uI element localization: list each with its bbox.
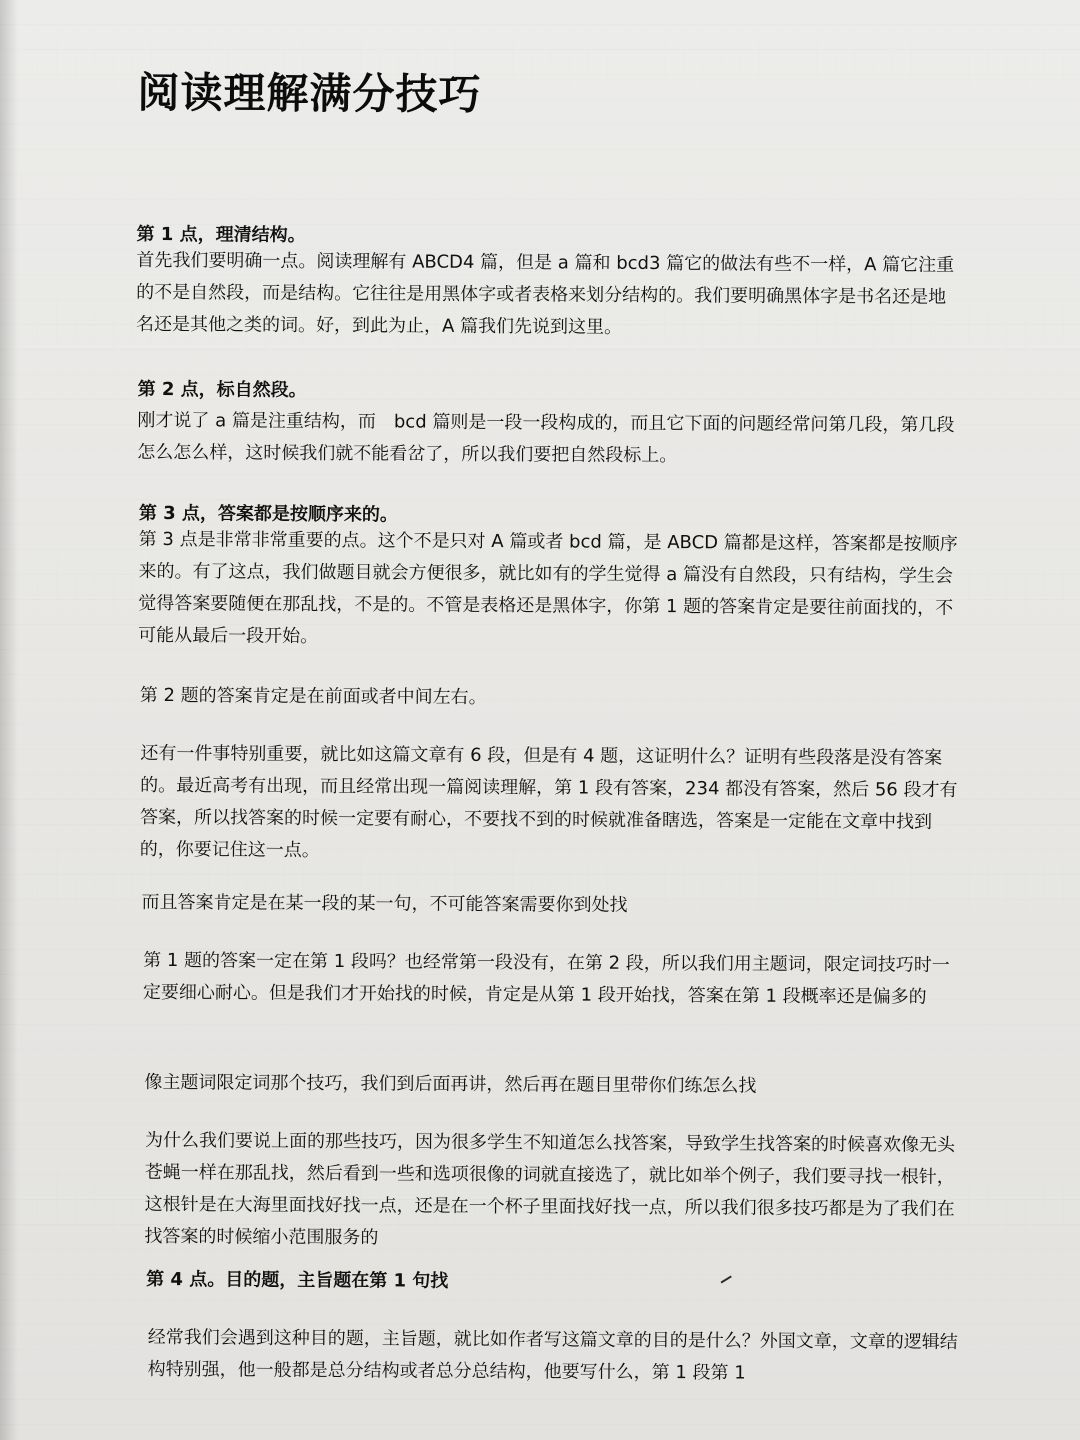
- paragraph-3: 第 3 点是非常非常重要的点。这个不是只对 A 篇或者 bcd 篇，是 ABCD 篇都是这样，答案都是按顺序来的。有了这点，我们做题目就会方便很多，就比如有的学生觉得 a 篇没有自然段，只有结构，学生会觉得答案要随便在那乱找，不是的。不管是表格还是黑体字，你第 1 题的答案肯定是要往前面找的，不可能从最后一段开始。: [138, 528, 958, 647]
- section-heading-2: 第 2 点，标自然段。: [137, 378, 307, 401]
- paragraph-6: 而且答案肯定是在某一段的某一句，不可能答案需要你到处找: [141, 891, 628, 916]
- paragraph-7: 第 1 题的答案一定在第 1 段吗？也经常第一段没有，在第 2 段，所以我们用主题词，限定词技巧时一定要细心耐心。但是我们才开始找的时候，肯定是从第 1 段开始找，答案在第 1 段概率还是偏多的: [142, 949, 950, 1008]
- paragraph-8: 像主题词限定词那个技巧，我们到后面再讲，然后再在题目里带你们练怎么找: [144, 1071, 757, 1097]
- paragraph-4: 第 2 题的答案肯定是在前面或者中间左右。: [139, 684, 487, 708]
- section-heading-3: 第 3 点，答案都是按顺序来的。: [138, 502, 398, 526]
- paragraph-9: 为什么我们要说上面的那些技巧，因为很多学生不知道怎么找答案，导致学生找答案的时候喜欢像无头苍蝇一样在那乱找，然后看到一些和选项很像的词就直接选了，就比如举个例子，我们要寻找一根针，这根针是在大海里面找好找一点，还是在一个杯子里面找好找一点，所以我们很多技巧都是为了我们在找答案的时候缩小范围服务的: [144, 1129, 956, 1249]
- paragraph-1: 首先我们要明确一点。阅读理解有 ABCD4 篇，但是 a 篇和 bcd3 篇它的做法有些不一样，A 篇它注重的不是自然段，而是结构。它往往是用黑体字或者表格来划分结构的。我们要明确黑体字是书名还是地名还是其他之类的词。好，到此为止，A 篇我们先说到这里。: [135, 249, 955, 338]
- paragraph-5: 还有一件事特别重要，就比如这篇文章有 6 段，但是有 4 题，这证明什么？证明有些段落是没有答案的。最近高考有出现，而且经常出现一篇阅读理解，第 1 段有答案，234 都没有答案，然后 56 段才有答案，所以找答案的时候一定要有耐心，不要找不到的时候就准备瞎选，答案是一定能在文章中找到的，你要记住这一点。: [139, 742, 958, 861]
- page-title: 阅读理解满分技巧: [137, 67, 482, 119]
- paragraph-2: 刚才说了 a 篇是注重结构，而 bcd 篇则是一段一段构成的，而且它下面的问题经常问第几段，第几段怎么怎么样，这时候我们就不能看岔了，所以我们要把自然段标上。: [137, 409, 955, 467]
- section-heading-4: 第 4 点。目的题，主旨题在第 1 句找: [146, 1268, 449, 1292]
- paragraph-10: 经常我们会遇到这种目的题，主旨题，就比如作者写这篇文章的目的是什么？外国文章，文章的逻辑结构特别强，他一般都是总分结构或者总分总结构，他要写什么，第 1 段第 1: [147, 1326, 958, 1384]
- section-heading-1: 第 1 点，理清结构。: [136, 223, 306, 246]
